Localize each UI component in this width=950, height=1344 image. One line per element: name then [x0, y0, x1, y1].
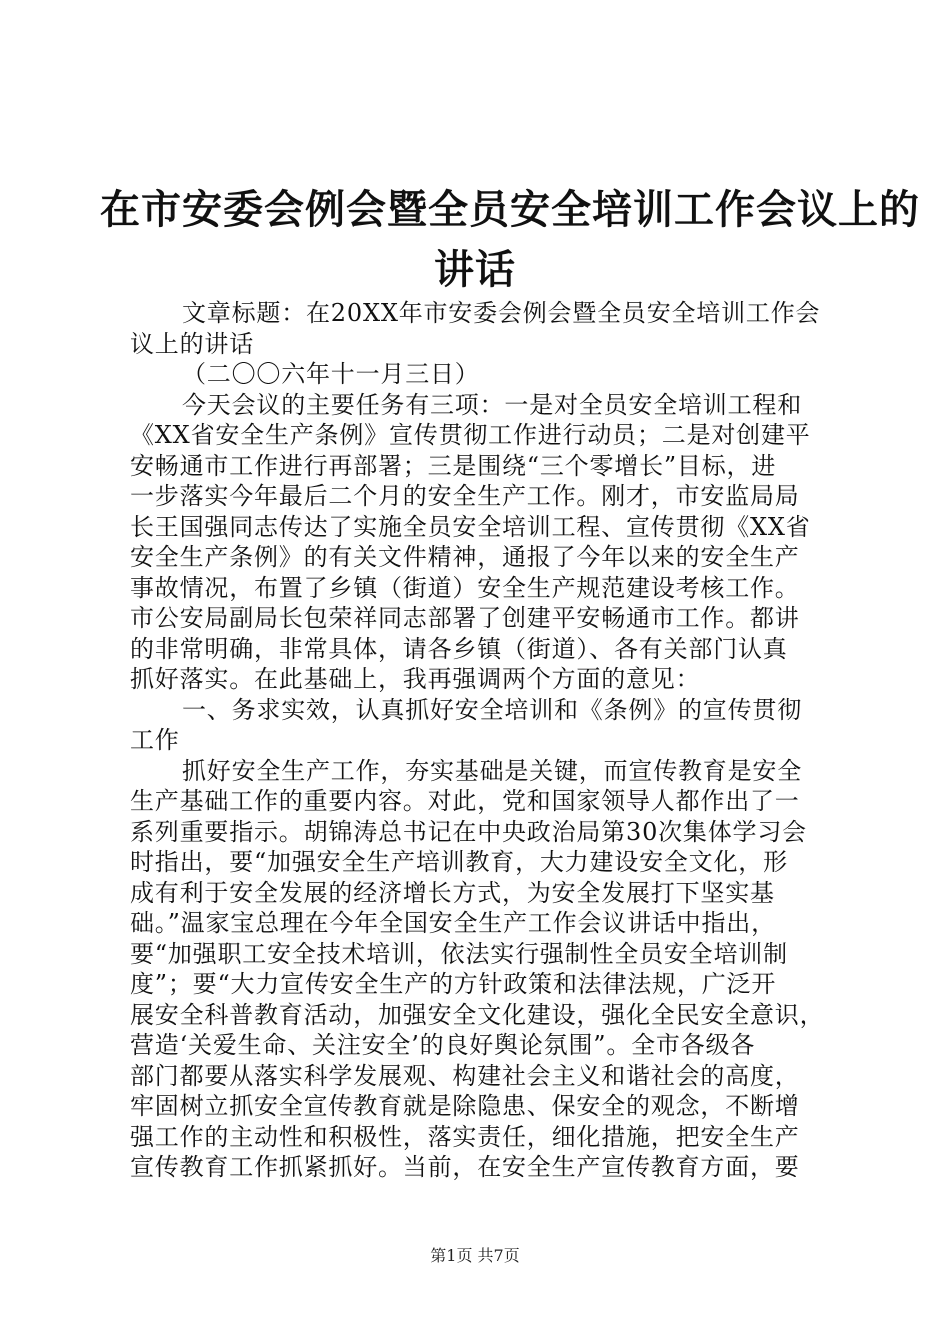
body-line: 础。”温家宝总理在今年全国安全生产工作会议讲话中指出， — [130, 909, 776, 937]
body-line: 系列重要指示。胡锦涛总书记在中央政治局第30次集体学习会 — [130, 817, 807, 846]
body-line: 展安全科普教育活动，加强安全文化建设，强化全民安全意识， — [130, 1000, 825, 1029]
body-line: 一步落实今年最后二个月的安全生产工作。刚才，市安监局局 — [130, 482, 800, 510]
body-line: 安畅通市工作进行再部署；三是围绕“三个零增长”目标，进 — [130, 451, 777, 480]
body-line: 要“加强职工安全技术培训，依法实行强制性全员安全培训制 — [130, 939, 788, 968]
section-heading-cont: 工作 — [130, 726, 180, 754]
body-line: 营造‘关爱生命、关注安全’的良好舆论氛围”。全市各级各 — [130, 1031, 756, 1059]
body-line: 牢固树立抓安全宣传教育就是除隐患、保安全的观念，不断增 — [130, 1092, 800, 1120]
body-line: 今天会议的主要任务有三项：一是对全员安全培训工程和 — [182, 390, 802, 419]
body-line: 度”；要“大力宣传安全生产的方针政策和法律法规，广泛开 — [130, 970, 777, 998]
body-line: 抓好安全生产工作，夯实基础是关键，而宣传教育是安全 — [182, 756, 802, 785]
document-body — [130, 298, 830, 1183]
body-line: 成有利于安全发展的经济增长方式，为安全发展打下坚实基 — [130, 878, 775, 907]
document-title-line-1: 在市安委会例会暨全员安全培训工作会议上的 — [100, 186, 920, 233]
page-number-footer: 第1页 共7页 — [430, 1246, 520, 1265]
body-line: 强工作的主动性和积极性，落实责任，细化措施，把安全生产 — [130, 1122, 800, 1151]
body-line: 市公安局副局长包荣祥同志部署了创建平安畅通市工作。都讲 — [130, 604, 800, 632]
body-line: 宣传教育工作抓紧抓好。当前，在安全生产宣传教育方面，要 — [130, 1153, 800, 1181]
body-line: 议上的讲话 — [130, 329, 254, 358]
body-line: 抓好落实。在此基础上，我再强调两个方面的意见： — [130, 665, 701, 693]
body-line: 长王国强同志传达了实施全员安全培训工程、宣传贯彻《XX省 — [130, 512, 811, 541]
body-line: 《XX省安全生产条例》宣传贯彻工作进行动员；二是对创建平 — [130, 421, 811, 449]
body-line: 安全生产条例》的有关文件精神，通报了今年以来的安全生产 — [130, 543, 800, 571]
section-heading: 一、务求实效，认真抓好安全培训和《条例》的宣传贯彻 — [182, 695, 802, 724]
body-line: 文章标题：在20XX年市安委会例会暨全员安全培训工作会 — [182, 299, 821, 327]
body-line: （二〇〇六年十一月三日） — [182, 360, 480, 388]
body-line: 的非常明确，非常具体，请各乡镇（街道）、各有关部门认真 — [130, 634, 788, 663]
body-line: 部门都要从落实科学发展观、构建社会主义和谐社会的高度， — [130, 1061, 800, 1090]
body-line: 生产基础工作的重要内容。对此，党和国家领导人都作出了一 — [130, 787, 800, 815]
document-title-line-2: 讲话 — [434, 246, 516, 293]
body-line: 事故情况，布置了乡镇（街道）安全生产规范建设考核工作。 — [130, 573, 800, 602]
body-line: 时指出，要“加强安全生产培训教育，大力建设安全文化，形 — [130, 848, 788, 876]
